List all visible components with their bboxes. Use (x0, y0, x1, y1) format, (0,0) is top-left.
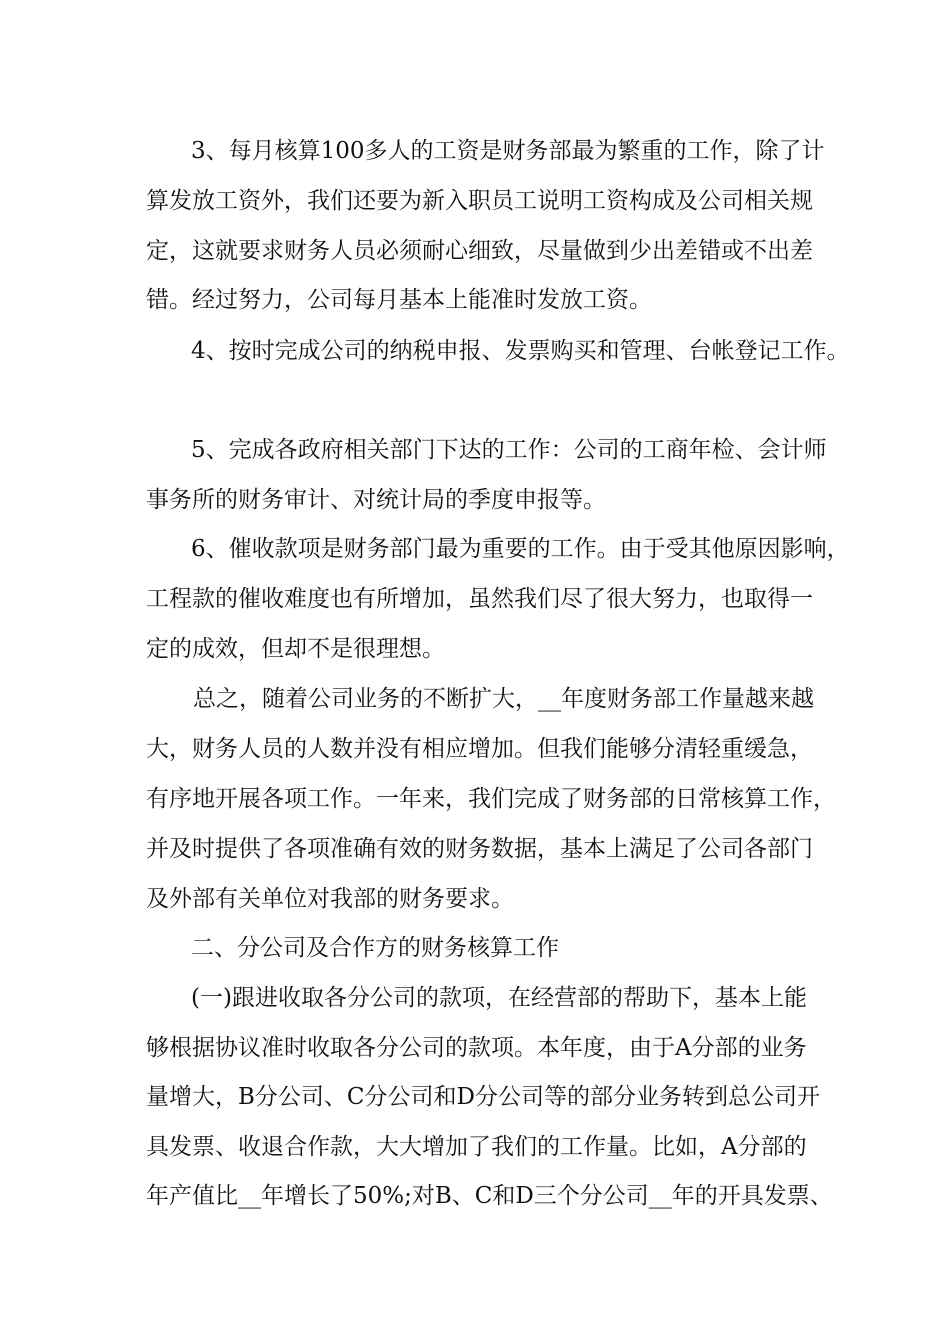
paragraph-3-line-3: 定，这就要求财务人员必须耐心细致，尽量做到少出差错或不出差 (146, 238, 813, 264)
paragraph-6-line-2: 工程款的催收难度也有所增加，虽然我们尽了很大努力，也取得一 (146, 586, 813, 612)
subsection-1-line-1: (一)跟进收取各分公司的款项，在经营部的帮助下，基本上能 (191, 985, 807, 1011)
subsection-1-line-5: 年产值比__年增长了50%;对B、C和D三个分公司__年的开具发票、 (146, 1183, 833, 1209)
summary-line-3: 有序地开展各项工作。一年来，我们完成了财务部的日常核算工作， (146, 786, 836, 812)
paragraph-6-line-3: 定的成效，但却不是很理想。 (146, 636, 445, 662)
paragraph-3-line-1: 3、每月核算100多人的工资是财务部最为繁重的工作，除了计 (191, 138, 825, 164)
subsection-1-line-3: 量增大，B分公司、C分公司和D分公司等的部分业务转到总公司开 (146, 1084, 820, 1110)
paragraph-3-line-2: 算发放工资外，我们还要为新入职员工说明工资构成及公司相关规 (146, 188, 813, 214)
summary-line-5: 及外部有关单位对我部的财务要求。 (146, 886, 514, 912)
paragraph-5-line-2: 事务所的财务审计、对统计局的季度申报等。 (146, 487, 606, 513)
summary-line-4: 并及时提供了各项准确有效的财务数据，基本上满足了公司各部门 (146, 836, 813, 862)
paragraph-5-line-1: 5、完成各政府相关部门下达的工作：公司的工商年检、会计师 (191, 437, 827, 463)
subsection-1-line-4: 具发票、收退合作款，大大增加了我们的工作量。比如，A分部的 (146, 1134, 807, 1160)
paragraph-3-line-4: 错。经过努力，公司每月基本上能准时发放工资。 (146, 287, 652, 313)
summary-line-1: 总之，随着公司业务的不断扩大，__年度财务部工作量越来越 (193, 686, 814, 712)
paragraph-4-line-1: 4、按时完成公司的纳税申报、发票购买和管理、台帐登记工作。 (191, 338, 850, 364)
paragraph-6-line-1: 6、催收款项是财务部门最为重要的工作。由于受其他原因影响， (191, 536, 850, 562)
section-heading: 二、分公司及合作方的财务核算工作 (191, 935, 559, 961)
subsection-1-line-2: 够根据协议准时收取各分公司的款项。本年度，由于A分部的业务 (146, 1035, 807, 1061)
summary-line-2: 大，财务人员的人数并没有相应增加。但我们能够分清轻重缓急， (146, 736, 813, 762)
